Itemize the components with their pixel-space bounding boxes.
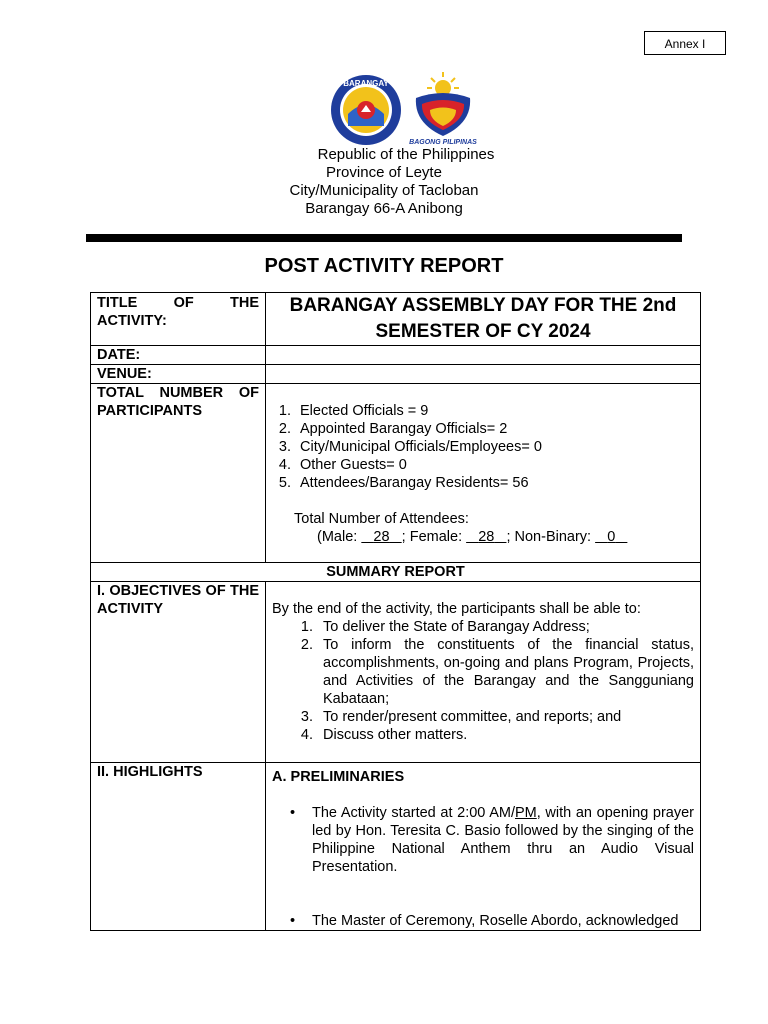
report-form-table xyxy=(90,292,701,931)
gender-breakdown xyxy=(272,528,694,546)
date-label: DATE: xyxy=(91,346,266,365)
list-item: • The Master of Ceremony, Roselle Abordo, acknowledged xyxy=(312,912,694,930)
address-block xyxy=(0,146,768,218)
svg-text:BARANGAY: BARANGAY xyxy=(343,79,389,88)
participants-cell xyxy=(266,384,701,563)
report-title: POST ACTIVITY REPORT xyxy=(264,255,504,277)
objectives-list xyxy=(272,618,694,744)
list-item: 5. Attendees/Barangay Residents= 56 xyxy=(295,474,694,492)
title-row xyxy=(91,293,701,346)
objectives-row xyxy=(91,582,701,763)
date-value xyxy=(266,346,701,365)
participants-label: TOTAL NUMBER OF PARTICIPANTS xyxy=(91,384,266,563)
list-item: 3. To render/present committee, and reports; and xyxy=(317,708,694,726)
country-line: Republic of the Philippines xyxy=(317,146,495,163)
participants-list xyxy=(272,402,694,492)
title-label: TITLE OF THE ACTIVITY: xyxy=(91,293,266,346)
female-count: 28 xyxy=(478,529,495,545)
female-label: ; Female: xyxy=(401,529,467,545)
objectives-label: I. OBJECTIVES OF THE ACTIVITY xyxy=(91,582,266,763)
summary-heading: SUMMARY REPORT xyxy=(91,563,701,582)
participants-row xyxy=(91,384,701,563)
venue-row xyxy=(91,365,701,384)
preliminaries-heading: A. PRELIMINARIES xyxy=(272,769,405,785)
male-count: 28 xyxy=(373,529,390,545)
highlights-row xyxy=(91,763,701,931)
annex-label: Annex I xyxy=(644,31,726,55)
barangay-seal-logo xyxy=(330,74,402,146)
list-item: 1. Elected Officials = 9 xyxy=(295,402,694,420)
list-item: 3. City/Municipal Officials/Employees= 0 xyxy=(295,438,694,456)
objectives-cell xyxy=(266,582,701,763)
highlights-list xyxy=(272,804,694,930)
nonbinary-count: 0 xyxy=(607,529,616,545)
summary-heading-row xyxy=(91,563,701,582)
bagong-pilipinas-logo xyxy=(408,68,478,148)
venue-label: VENUE: xyxy=(91,365,266,384)
svg-text:BAGONG PILIPINAS: BAGONG PILIPINAS xyxy=(409,139,477,146)
list-item: 4. Other Guests= 0 xyxy=(295,456,694,474)
logo-group xyxy=(330,68,480,148)
highlights-label: II. HIGHLIGHTS xyxy=(91,763,266,931)
activity-title: BARANGAY ASSEMBLY DAY FOR THE 2nd SEMESTER OF CY 2024 xyxy=(266,293,701,346)
total-attendees-label: Total Number of Attendees: xyxy=(294,511,469,527)
list-item: 2. To inform the constituents of the financial status, accomplishments, on-going and plans Program, Projects, and Activities of the Barangay and the Sangguniang Kabataan; xyxy=(317,636,694,708)
male-label: (Male: xyxy=(317,529,362,545)
header-divider xyxy=(86,234,682,242)
list-item: 4. Discuss other matters. xyxy=(317,726,694,744)
nonbinary-label: ; Non-Binary: xyxy=(506,529,596,545)
list-item: 2. Appointed Barangay Officials= 2 xyxy=(295,420,694,438)
list-item: • The Activity started at 2:00 AM/PM, with an opening prayer led by Hon. Teresita C. Basio followed by the singing of the Philippine National Anthem thru an Audio Visual Presentation. xyxy=(312,804,694,876)
venue-value xyxy=(266,365,701,384)
barangay-line: Barangay 66-A Anibong xyxy=(305,200,463,217)
city-line: City/Municipality of Tacloban xyxy=(289,182,479,199)
province-line: Province of Leyte xyxy=(326,164,442,181)
list-item: 1. To deliver the State of Barangay Address; xyxy=(317,618,694,636)
highlights-cell xyxy=(266,763,701,931)
date-row xyxy=(91,346,701,365)
objectives-intro: By the end of the activity, the participants shall be able to: xyxy=(272,601,641,617)
